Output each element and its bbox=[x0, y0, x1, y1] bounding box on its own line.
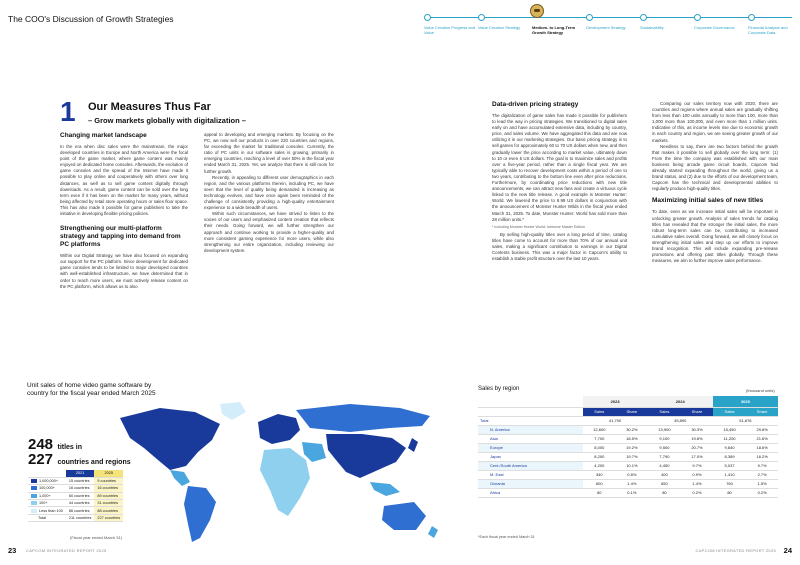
total-label: Total bbox=[478, 416, 583, 425]
legend-cell-label: Total bbox=[28, 514, 66, 521]
nav-dot bbox=[478, 14, 485, 21]
mascot-icon bbox=[530, 4, 544, 18]
nav-label: Corporate Governance bbox=[694, 25, 735, 30]
map-region-europe bbox=[258, 414, 300, 444]
total-2025: 51,876 bbox=[713, 416, 778, 425]
col-share-2025: Share bbox=[746, 407, 778, 416]
sales-region-row bbox=[478, 479, 778, 488]
sales-region-row bbox=[478, 443, 778, 452]
legend-label: 100+ bbox=[39, 501, 48, 506]
nav-label: Value Creation Strategy bbox=[478, 25, 521, 30]
share-value: 19.8% bbox=[681, 434, 713, 443]
legend-swatch bbox=[31, 494, 37, 498]
col-share-2023: Share bbox=[616, 407, 648, 416]
map-region-middle-east bbox=[302, 442, 326, 462]
year-2025: 2025 bbox=[713, 396, 778, 407]
legend-cell-2021: 15 countries bbox=[66, 477, 95, 484]
col-blank bbox=[478, 407, 583, 416]
heading-initial-sales: Maximizing initial sales of new titles bbox=[652, 197, 764, 205]
sales-region-row bbox=[478, 434, 778, 443]
share-value: 1.4% bbox=[681, 479, 713, 488]
section-number: 1 bbox=[60, 96, 76, 127]
sales-value: 8,000 bbox=[583, 443, 616, 452]
paragraph-user-voices: Within such circumstances, we have strived to listen to the voices of our users and emphasized content creation that reflects their needs. Going forward, we will further strengthen our approach and continue working to provide a higher-quality and more consistent gaming experience for more users, while also strengthening our entire organization, including reviewing our development system. bbox=[204, 211, 334, 253]
sales-value: 15,450 bbox=[713, 425, 746, 434]
sales-value: 650 bbox=[648, 479, 681, 488]
heading-pricing-strategy: Data-driven pricing strategy bbox=[492, 101, 579, 108]
page-number-right: 24 bbox=[783, 546, 792, 555]
sales-value: 4,450 bbox=[648, 461, 681, 470]
legend-row bbox=[28, 507, 123, 514]
right-column-d bbox=[652, 101, 778, 264]
map-region-africa bbox=[260, 448, 310, 516]
sales-value: 9,100 bbox=[648, 434, 681, 443]
region-name: Cent./South America bbox=[478, 461, 583, 470]
sales-value: 13,900 bbox=[648, 425, 681, 434]
sales-value: 400 bbox=[648, 470, 681, 479]
share-value: 20.7% bbox=[681, 443, 713, 452]
share-value: 29.8% bbox=[746, 425, 778, 434]
share-value: 1.4% bbox=[616, 479, 648, 488]
legend-row bbox=[28, 492, 123, 499]
sales-value: 9,500 bbox=[648, 443, 681, 452]
sales-note: *Each fiscal year ended March 31 bbox=[478, 535, 535, 539]
sales-region-row bbox=[478, 488, 778, 497]
legend-cell-2025: 89 countries bbox=[94, 492, 123, 499]
sales-value: 9,640 bbox=[713, 443, 746, 452]
paragraph-growth-factors: Needless to say, there are two factors behind the growth that makes it possible to sell globally over the long term: (1) From the time the company was established with our main business being arcade game circuit boards, Capcom had already started expanding throughout the world, giving us a brand status, and (2) due to the efforts of our development team, Capcom has the technical and developmental abilities to regularly produce high-quality titles. bbox=[652, 143, 778, 192]
sales-value: 80 bbox=[648, 488, 681, 497]
publication-name-left: CAPCOM INTEGRATED REPORT 2025 bbox=[26, 548, 107, 553]
publication-name-right: CAPCOM INTEGRATED REPORT 2025 bbox=[695, 548, 776, 553]
sales-year-row bbox=[478, 396, 778, 407]
region-name: N. America bbox=[478, 425, 583, 434]
map-legend-table bbox=[28, 470, 123, 522]
paragraph-pricing-2: By selling high-quality titles over a long period of time, catalog titles have come to account for more than 70% of our annual unit sales, making a significant contribution to earnings in our Digital Contents business. This was a major factor in Capcom's ability to establish a stable profit structure over the last 10 years. bbox=[492, 231, 627, 262]
paragraph-pricing-1: The digitalization of game sales has made it possible for publishers to lead the way in pricing strategies. We transitioned to digital sales early on and have accumulated extensive data, including by country, price, and sales volume. We have aggregated this data and are now utilizing it in our marketing strategies. Our basic pricing strategy is to sell games for approximately 60 to 70 US dollars when new, and then gradually lower the price according to market value, ultimately down to 10 or even 5 US dollars. The goal is to maximize sales and profits over a five-year period, rather than a single fiscal year. We are typically able to recover development costs within a period of one to two years, contributing to the bottom line even after price reductions. Furthermore, by coordinating price reductions with new title announcements, we can attract new fans and create a virtuous cycle linked to the new title release. A good example is Monster Hunter: World. We lowered the price to 9.99 US dollars in conjunction with the announcement of Monster Hunter Wilds in the fiscal year ended March 31, 2025. To date, Monster Hunter: World has sold more than 28 million units.* bbox=[492, 113, 627, 222]
legend-cell-2025: 9 countries bbox=[94, 477, 123, 484]
share-value: 0.1% bbox=[616, 488, 648, 497]
legend-cell-2021: 211 countries bbox=[66, 514, 95, 521]
nav-label: Development Strategy bbox=[586, 25, 626, 30]
sales-region-row bbox=[478, 452, 778, 461]
legend-header-2021: 2021 bbox=[66, 470, 95, 477]
nav-dot bbox=[748, 14, 755, 21]
share-value: 18.5% bbox=[616, 434, 648, 443]
share-value: 0.9% bbox=[681, 470, 713, 479]
col-sales-2025: Sales bbox=[713, 407, 746, 416]
legend-label: 1,000,000+ bbox=[39, 479, 59, 484]
nav-dot bbox=[694, 14, 701, 21]
sales-region-rows bbox=[478, 425, 778, 497]
map-region-japan bbox=[408, 438, 418, 452]
sales-total-row bbox=[478, 416, 778, 425]
share-value: 0.2% bbox=[681, 488, 713, 497]
share-value: 18.6% bbox=[746, 443, 778, 452]
heading-multi-platform: Strengthening our multi-platform strategy and tapping into demand from PC platforms bbox=[60, 225, 181, 249]
legend-cell-label bbox=[28, 507, 66, 514]
left-column-b bbox=[204, 132, 334, 254]
sales-value: 80 bbox=[713, 488, 746, 497]
sales-table-title: Sales by region bbox=[478, 386, 520, 392]
region-name: Africa bbox=[478, 488, 583, 497]
col-sales-2023: Sales bbox=[583, 407, 616, 416]
year-2023: 2023 bbox=[583, 396, 648, 407]
share-value: 30.3% bbox=[681, 425, 713, 434]
share-value: 16.2% bbox=[746, 452, 778, 461]
legend-label: 100,000+ bbox=[39, 486, 55, 491]
section-title: Our Measures Thus Far bbox=[88, 101, 211, 113]
map-region-new-zealand bbox=[428, 526, 438, 538]
sales-column-header-row bbox=[478, 407, 778, 416]
left-column-a bbox=[60, 132, 188, 290]
share-value: 30.2% bbox=[616, 425, 648, 434]
sales-value: 340 bbox=[583, 470, 616, 479]
share-value: 9.7% bbox=[681, 461, 713, 470]
paragraph-multi-platform: Within our Digital Strategy, we have also focused on expanding our support for the PC platform. Since development for dedicated game consoles tends to be limited to major developed countries with well-established infrastructure, we have determined that in order to reach more users, we must actively release content on the PC platform, which allows us to also bbox=[60, 253, 188, 289]
nav-label: Sustainability bbox=[640, 25, 664, 30]
legend-cell-label bbox=[28, 492, 66, 499]
legend-header-blank bbox=[28, 470, 66, 477]
section-subtitle: – Grow markets globally with digitalization – bbox=[88, 116, 246, 125]
legend-header-row bbox=[28, 470, 123, 477]
year-blank bbox=[478, 396, 583, 407]
map-region-south-america bbox=[184, 486, 216, 542]
kpi-titles-number: 248 bbox=[28, 436, 54, 453]
paragraph-user-demographics: Recently, in appealing to different user demographics in each region, and the various platforms therein, including PC, we have seen that the level of quality being demanded is increasing as technology evolves, and have once again been reminded of the challenge of consistently providing a high-quality entertainment experience to a wide breadth of users. bbox=[204, 174, 334, 211]
share-value: 0.8% bbox=[616, 470, 648, 479]
kpi-countries-label: countries and regions bbox=[57, 459, 131, 466]
page-number-left: 23 bbox=[8, 546, 17, 555]
share-value: 9.7% bbox=[746, 461, 778, 470]
legend-cell-2021: 44 countries bbox=[66, 500, 95, 507]
paragraph-changing-market: In the era when disc sales were the mainstream, the major developed countries in Europe and North America were the focal point of the game market, where game content was mainly enjoyed on dedicated home consoles. Afterwards, the evolution of game consoles and the spread of the Internet have made it possible to play online and cooperatively with others over long distances, as well as to sell game content digitally through downloads. As a result, game content can be sold over the long term even if it has been on the market for many years, without being affected by retail store operating hours or sales floor space. This has also made it possible for game publishers to take the initiative in developing flexible pricing policies. bbox=[60, 144, 188, 217]
sales-value: 1,410 bbox=[713, 470, 746, 479]
region-name: Oceania bbox=[478, 479, 583, 488]
sales-value: 5,037 bbox=[713, 461, 746, 470]
footnote-pricing: * Including Monster Hunter World: Iceborne Master Edition bbox=[492, 224, 585, 229]
legend-swatch bbox=[31, 501, 37, 505]
map-region-southeast-asia bbox=[370, 482, 400, 496]
map-title: Unit sales of home video game software by country for the fiscal year ended March 2025 bbox=[27, 382, 156, 397]
share-value: 17.0% bbox=[681, 452, 713, 461]
legend-cell-2021: 60 countries bbox=[66, 492, 95, 499]
map-region-asia bbox=[326, 434, 406, 478]
year-2024: 2024 bbox=[648, 396, 713, 407]
region-name: Europe bbox=[478, 443, 583, 452]
sales-value: 8,389 bbox=[713, 452, 746, 461]
sales-by-region-table bbox=[478, 396, 778, 498]
total-2023: 41,700 bbox=[583, 416, 648, 425]
sales-value: 11,200 bbox=[713, 434, 746, 443]
col-share-2024: Share bbox=[681, 407, 713, 416]
sales-value: 760 bbox=[713, 479, 746, 488]
legend-total-row bbox=[28, 514, 123, 521]
paragraph-initial-sales: To date, even as we increase initial sales will be important in unlocking greater growth. Analysis of sales trends for catalog titles has revealed that the stronger the initial sales, the more robust long-term sales can be, contributing to increased cumulative sales overall. Going forward, we will closely focus on strengthening initial sales and step up our efforts to improve brand recognition. This will include expanding pre-release promotions and offering past titles globally. Through these measures, we aim to further improve sales performance. bbox=[652, 209, 778, 264]
total-2024: 45,890 bbox=[648, 416, 713, 425]
share-value: 0.2% bbox=[746, 488, 778, 497]
kpi-titles-label: titles in bbox=[57, 444, 82, 451]
legend-swatch bbox=[31, 509, 37, 513]
nav-dot bbox=[424, 14, 431, 21]
legend-cell-2025: 227 countries bbox=[94, 514, 123, 521]
sales-table-unit: (thousand units) bbox=[746, 388, 775, 393]
paragraph-pc-growth: appeal to developing and emerging markets. By focusing on the PC, we now sell our products in over 220 countries and regions, far exceeding the market for traditional consoles. Currently, the ratio of PC units in our software sales is growing, primarily in emerging countries, reaching a level of over 50% in the fiscal year ended March 31, 2025. Yet, we analyze that there is still room for further growth. bbox=[204, 132, 334, 174]
legend-swatch bbox=[31, 479, 37, 483]
sales-value: 8,200 bbox=[583, 452, 616, 461]
map-region-north-america bbox=[120, 408, 220, 470]
legend-cell-2021: 16 countries bbox=[66, 485, 95, 492]
paragraph-territory: Comparing our sales territory now with 2020, there are countries and regions where annual sales are gradually shifting from less than 100 units annually to more than 100, more than 1,000 more than 100,000, and even more than 1 million units. Indicative of this, as income levels rise due to economic growth in each country and region, we are seeing greater growth of our markets. bbox=[652, 101, 778, 143]
share-value: 19.7% bbox=[616, 452, 648, 461]
nav-dot bbox=[586, 14, 593, 21]
nav-label: Financial Analysis and Corporate Data bbox=[748, 25, 788, 35]
map-note: (Fiscal year ended March 31) bbox=[70, 535, 123, 540]
sales-value: 60 bbox=[583, 488, 616, 497]
region-name: M. East bbox=[478, 470, 583, 479]
region-name: Asia bbox=[478, 434, 583, 443]
legend-cell-label bbox=[28, 477, 66, 484]
world-map bbox=[100, 398, 445, 548]
nav-label: Value Creation Progress and Value bbox=[424, 25, 476, 35]
legend-label: Less than 100 bbox=[39, 508, 63, 513]
share-value: 10.1% bbox=[616, 461, 648, 470]
legend-row bbox=[28, 485, 123, 492]
legend-cell-label bbox=[28, 485, 66, 492]
sales-region-row bbox=[478, 470, 778, 479]
heading-changing-market: Changing market landscape bbox=[60, 132, 147, 139]
legend-cell-label bbox=[28, 500, 66, 507]
kpi-countries-number: 227 bbox=[28, 451, 54, 468]
nav-label: Medium- to Long-Term Growth Strategy bbox=[532, 25, 576, 35]
page-header-title: The COO's Discussion of Growth Strategies bbox=[8, 14, 174, 24]
legend-cell-2021: 86 countries bbox=[66, 507, 95, 514]
sales-value: 7,700 bbox=[583, 434, 616, 443]
kpi-countries bbox=[28, 451, 131, 469]
share-value: 21.6% bbox=[746, 434, 778, 443]
legend-label: 1,000+ bbox=[39, 493, 51, 498]
section-navigation bbox=[418, 10, 796, 50]
map-region-greenland bbox=[220, 402, 246, 420]
col-sales-2024: Sales bbox=[648, 407, 681, 416]
sales-region-row bbox=[478, 461, 778, 470]
map-region-oceania bbox=[382, 502, 426, 530]
sales-value: 4,200 bbox=[583, 461, 616, 470]
sales-value: 7,790 bbox=[648, 452, 681, 461]
legend-row bbox=[28, 477, 123, 484]
sales-value: 12,600 bbox=[583, 425, 616, 434]
sales-region-row bbox=[478, 425, 778, 434]
share-value: 2.7% bbox=[746, 470, 778, 479]
legend-cell-2025: 31 countries bbox=[94, 500, 123, 507]
legend-swatch bbox=[31, 486, 37, 490]
nav-dot bbox=[640, 14, 647, 21]
legend-cell-2025: 16 countries bbox=[94, 485, 123, 492]
legend-header-2025: 2025 bbox=[94, 470, 123, 477]
sales-value: 600 bbox=[583, 479, 616, 488]
legend-cell-2025: 88 countries bbox=[94, 507, 123, 514]
map-region-russia bbox=[296, 404, 430, 432]
share-value: 1.5% bbox=[746, 479, 778, 488]
right-column-c bbox=[492, 101, 627, 262]
region-name: Japan bbox=[478, 452, 583, 461]
legend-row bbox=[28, 500, 123, 507]
share-value: 19.2% bbox=[616, 443, 648, 452]
map-region-central-america bbox=[170, 470, 190, 486]
